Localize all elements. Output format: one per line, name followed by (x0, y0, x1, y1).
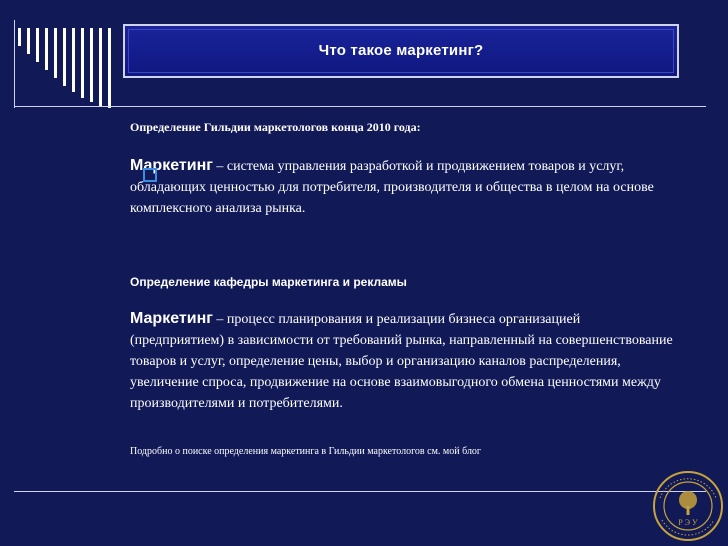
section1-heading: Определение Гильдии маркетологов конца 2010 года: (130, 120, 421, 134)
stripe (90, 28, 93, 102)
section2-paragraph (130, 308, 675, 414)
stripe (99, 28, 102, 106)
divider-top (14, 106, 706, 107)
stripe (72, 28, 75, 92)
divider-bottom (14, 491, 706, 492)
emblem-letters: Р Э У (678, 518, 698, 527)
university-emblem-icon (652, 470, 724, 542)
stripe (108, 28, 111, 108)
slide-title: Что такое маркетинг? (318, 42, 484, 59)
bullet-square-icon (143, 168, 157, 182)
divider-vertical (14, 20, 15, 108)
section2-dash: – (212, 312, 227, 327)
section1-paragraph (130, 155, 675, 219)
stripe (54, 28, 57, 78)
section2-term: Маркетинг (130, 310, 213, 327)
section1-dash: – (212, 159, 227, 174)
stripe (36, 28, 39, 62)
section1-definition: система управления разработкой и продвижением товаров и услуг, обладающих ценностью для потребителя, производителя и общества в целом на основе комплексного анализа рынка. (130, 159, 654, 216)
section1-term: Маркетинг (130, 157, 213, 174)
decorative-stripes (0, 0, 130, 110)
blog-note: Подробно о поиске определения маркетинга в Гильдии маркетологов см. мой блог (130, 446, 482, 457)
title-box (123, 24, 679, 78)
stripe (45, 28, 48, 70)
section2-heading: Определение кафедры маркетинга и рекламы (130, 275, 407, 289)
stripe (18, 28, 21, 46)
stripe (27, 28, 30, 54)
section2-definition: процесс планирования и реализации бизнеса организацией (предприятием) в зависимости от требований рынка, направленный на совершенствование товаров и услуг, определение цены, выбор и организацию каналов распределения, увеличение спроса, продвижение на основе взаимовыгодного обмена ценностями между производителями и потребителями. (130, 312, 673, 411)
stripe (81, 28, 84, 98)
stripe (63, 28, 66, 86)
